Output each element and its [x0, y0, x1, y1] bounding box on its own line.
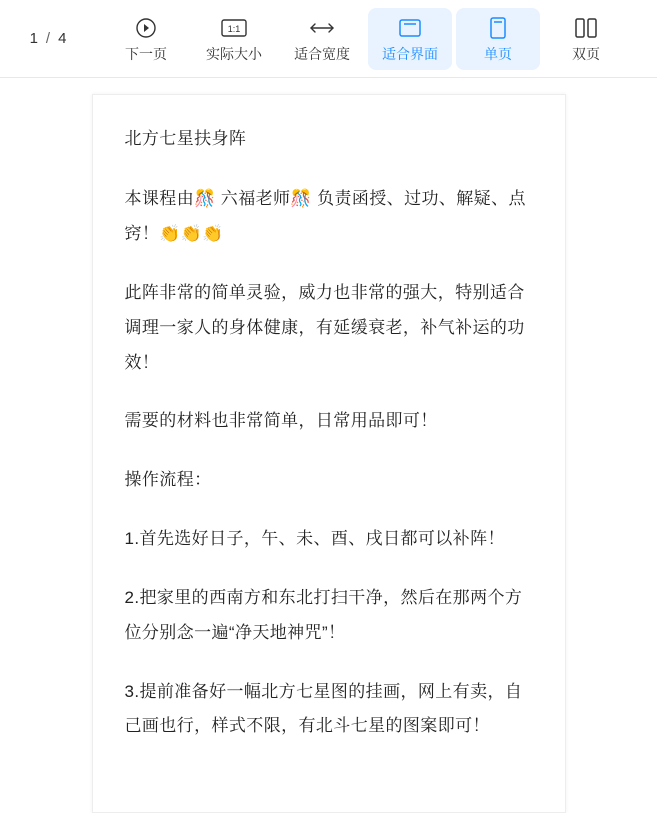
actual-size-label: 实际大小: [206, 46, 262, 62]
document-viewport[interactable]: [0, 78, 657, 813]
document-paragraph: 1.首先选好日子，午、未、酉、戌日都可以补阵！: [124, 529, 505, 549]
next-page-label: 下一页: [125, 46, 167, 62]
single-page-label: 单页: [484, 46, 512, 62]
fit-width-icon: [309, 16, 335, 40]
actual-size-button[interactable]: [192, 8, 276, 70]
current-page-number[interactable]: 1: [29, 30, 38, 47]
single-page-button[interactable]: [456, 8, 540, 70]
fit-page-icon: [397, 16, 423, 40]
toolbar-buttons: [96, 0, 628, 77]
dual-page-label: 双页: [572, 46, 600, 62]
viewer-toolbar: [0, 0, 657, 78]
single-page-icon: [485, 16, 511, 40]
document-paragraph: 操作流程：: [124, 470, 212, 490]
document-paragraph: 需要的材料也非常简单，日常用品即可！: [124, 411, 438, 431]
page-separator: /: [45, 30, 51, 47]
page-indicator: [0, 0, 96, 77]
total-page-count: 4: [58, 30, 67, 47]
document-title: 北方七星扶身阵: [124, 129, 247, 148]
fit-width-label: 适合宽度: [294, 46, 350, 62]
actual-size-icon: [221, 16, 247, 40]
document-paragraph: 2.把家里的西南方和东北打扫干净，然后在那两个方位分别念一遍“净天地神咒”！: [124, 587, 523, 642]
document-paragraph: 此阵非常的简单灵验，威力也非常的强大，特别适合调理一家人的身体健康，有延缓衰老，补气补运的功效！: [124, 282, 525, 372]
next-page-button[interactable]: [104, 8, 188, 70]
document-page: [92, 94, 566, 813]
dual-page-button[interactable]: [544, 8, 628, 70]
document-paragraph: 本课程由🎊 六福老师🎊 负责函授、过功、解疑、点窍！👏👏👏: [124, 189, 526, 244]
fit-width-button[interactable]: [280, 8, 364, 70]
document-paragraph: 3.提前准备好一幅北方七星图的挂画，网上有卖，自己画也行，样式不限，有北斗七星的图案即可！: [124, 681, 523, 736]
svg-text:1:1: 1:1: [227, 24, 241, 34]
next-page-icon: [133, 16, 159, 40]
dual-page-icon: [573, 16, 599, 40]
fit-page-button[interactable]: [368, 8, 452, 70]
fit-page-label: 适合界面: [382, 46, 438, 62]
